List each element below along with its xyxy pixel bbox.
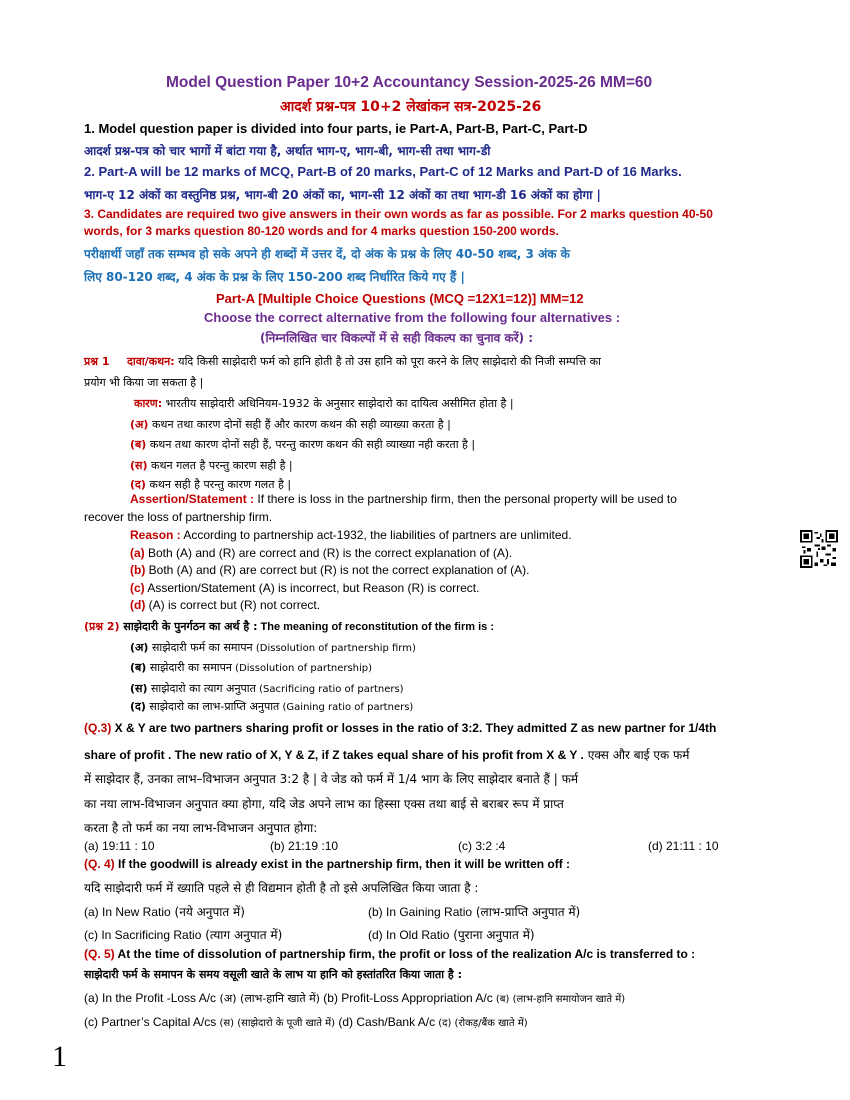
q3-text: X & Y are two partners sharing profit or losses in the ratio of 3:2. They admitted Z as new partner for 1/4th: [111, 721, 717, 735]
qr-code-image: [800, 530, 838, 568]
q3-option-a: (a) 19:11 : 10: [84, 839, 155, 853]
q3-option-b: (b) 21:19 :10: [270, 839, 339, 853]
option-key: (स): [130, 682, 148, 695]
option-key: (द): [130, 700, 146, 713]
instruction-2: 2. Part-A will be 12 marks of MCQ, Part-B of 20 marks, Part-C of 12 Marks and Part-D of 16 Marks.: [84, 164, 682, 179]
instruction-3-line1: 3. Candidates are required two give answers in their own words as far as possible. For 2 marks question 40-50: [84, 207, 713, 221]
q4-option-b: [368, 903, 580, 920]
q5-option-a-hindi: (अ) (लाभ-हानि खाते में): [216, 992, 320, 1005]
q1-option-en-d: [130, 598, 320, 612]
q2-option-c: [130, 681, 404, 696]
q1-option-en-a: [130, 546, 512, 560]
q5-option-a: (a) In the Profit -Loss A/c: [84, 991, 217, 1005]
part-a-heading: Part-A [Multiple Choice Questions (MCQ =12X1=12)] MM=12: [216, 291, 584, 306]
option-key: (ब): [130, 438, 147, 451]
q5-options-row1: [84, 991, 625, 1006]
q5-option-c: (c) Partner’s Capital A/cs: [84, 1015, 217, 1029]
q4-line1: [84, 857, 570, 871]
option-text: Both (A) and (R) are correct and (R) is the correct explanation of (A).: [144, 546, 513, 560]
assertion-tag: Assertion/Statement :: [130, 492, 255, 506]
option-key: (c) In Sacrificing Ratio: [84, 928, 202, 942]
option-key: (a) In New Ratio: [84, 905, 171, 919]
option-key: (ब): [130, 661, 147, 674]
q1-statement-hindi-line1: [84, 354, 601, 369]
option-text: कथन तथा कारण दोनों सही हैं, परन्तु कारण कथन की सही व्याख्या नही करता है |: [146, 438, 476, 451]
option-key: (d): [130, 598, 146, 612]
q1-reason-hindi: [134, 396, 514, 411]
q1-text-hindi: यदि किसी साझेदारी फर्म को हानि होती है तो उस हानि को पूरा करने के लिए साझेदारो की निजी सम्पत्ति का: [174, 355, 601, 368]
q2-stem-english: The meaning of reconstitution of the firm is :: [257, 621, 494, 633]
q4-option-a: [84, 903, 245, 920]
q5-option-d-hindi: (द) (रोकड़/बैंक खाते में): [435, 1018, 528, 1029]
option-text: (A) is correct but (R) not correct.: [145, 598, 321, 612]
q5-options-row2: [84, 1015, 528, 1029]
option-text-hindi: (त्याग अनुपात में): [201, 928, 283, 942]
q4-line2: यदि साझेदारी फर्म में ख्याति पहले से ही विद्यमान होती है तो इसे अपलिखित किया जाता है :: [84, 881, 479, 895]
option-text-hindi: साझेदारी का समापन: [146, 661, 232, 674]
q1-option-hi-a: [130, 417, 451, 432]
q4-option-d: [368, 926, 535, 943]
option-key: (a): [130, 546, 145, 560]
q3-line4: का नया लाभ-विभाजन अनुपात क्या होगा, यदि जेड अपने लाभ का हिस्सा एक्स तथा बाई से बराबर रूप में प्राप्त: [84, 797, 564, 811]
q5-option-c-hindi: (स) (साझेदारो के पूजी खाते में): [216, 1018, 336, 1029]
q1-option-hi-b: [130, 437, 475, 452]
option-text: कथन तथा कारण दोनों सही हैं और कारण कथन की सही व्याख्या करता है |: [148, 418, 451, 431]
q3-option-d: (d) 21:11 : 10: [648, 839, 719, 853]
instruction-3-hindi-line1: परीक्षार्थी जहाँ तक सम्भव हो सके अपने ही शब्दों में उत्तर दें, दो अंक के प्रश्न के लिए 40-50 शब्द, 3 अंक के: [84, 247, 570, 261]
q4-number: (Q. 4): [84, 857, 115, 871]
q3-text-hindi: एक्स और बाई एक फर्म: [583, 748, 690, 762]
q5-text: At the time of dissolution of partnership firm, the profit or loss of the realization A/c is transferred to :: [114, 947, 696, 961]
option-text-hindi: साझेदारो का त्याग अनुपात: [147, 682, 256, 695]
paper-title-hindi: आदर्श प्रश्न-पत्र 10+2 लेखांकन सत्र-2025-26: [280, 99, 542, 115]
q1-tag: दावा/कथन:: [127, 355, 175, 368]
q1-reason-tag: कारण:: [134, 397, 163, 410]
assertion-text: If there is loss in the partnership firm, then the personal property will be used to: [254, 492, 677, 506]
option-key: (द): [130, 478, 146, 491]
option-key: (c): [130, 581, 145, 595]
q5-line1: [84, 947, 695, 961]
q2-option-d: [130, 699, 413, 714]
q5-option-d: (d) Cash/Bank A/c: [335, 1015, 436, 1029]
q2-option-b: [130, 660, 372, 675]
q2-option-a: [130, 640, 416, 655]
q2-stem: [84, 619, 494, 634]
q5-option-b: (b) Profit-Loss Appropriation A/c: [319, 991, 493, 1005]
option-text-hindi: (लाभ-प्राप्ति अनुपात में): [472, 905, 581, 919]
option-text-english: (Dissolution of partnership): [232, 663, 373, 674]
option-text: कथन सही है परन्तु कारण गलत है |: [145, 478, 292, 491]
q5-option-b-hindi: (ब) (लाभ-हानि समायोजन खाते में): [492, 994, 626, 1005]
choose-instruction: Choose the correct alternative from the following four alternatives :: [204, 310, 621, 325]
q5-number: (Q. 5): [84, 947, 115, 961]
paper-title: Model Question Paper 10+2 Accountancy Session-2025-26 MM=60: [166, 74, 653, 91]
q1-reason-text: भारतीय साझेदारी अधिनियम-1932 के अनुसार साझेदारो का दायित्व असीमित होता है |: [162, 397, 514, 410]
q3-option-c: (c) 3:2 :4: [458, 839, 506, 853]
q1-option-en-c: [130, 581, 479, 595]
option-text-english: (Dissolution of partnership firm): [252, 643, 416, 654]
option-text-hindi: (पुराना अनुपात में): [449, 928, 535, 942]
q1-assertion-line1: [130, 492, 677, 506]
q1-statement-hindi-line2: प्रयोग भी किया जा सकता है |: [84, 376, 204, 389]
option-text-hindi: साझेदारी फर्म का समापन: [148, 641, 253, 654]
q1-assertion-line2: recover the loss of partnership firm.: [84, 510, 273, 524]
option-key: (अ): [130, 641, 149, 654]
page-number: 1: [52, 1040, 67, 1073]
reason-tag: Reason :: [130, 528, 181, 542]
q3-line1: [84, 721, 716, 735]
instruction-3-hindi-line2: लिए 80-120 शब्द, 4 अंक के प्रश्न के लिए 150-200 शब्द निर्धारित किये गए हैं |: [84, 270, 465, 284]
q1-option-en-b: [130, 563, 529, 577]
option-text-english: (Sacrificing ratio of partners): [255, 684, 404, 695]
option-text-hindi: (नये अनुपात में): [170, 905, 245, 919]
option-key: (स): [130, 459, 148, 472]
q3-line3: में साझेदार हैं, उनका लाभ–विभाजन अनुपात 3:2 है | वे जेड को फर्म में 1/4 भाग के लिए साझेदार बनाते हैं | फर्म: [84, 772, 579, 786]
option-key: (d) In Old Ratio: [368, 928, 450, 942]
q3-line2: [84, 746, 689, 763]
q3-line5: करता है तो फर्म का नया लाभ-विभाजन अनुपात होगा:: [84, 821, 318, 835]
instruction-3-line2: words, for 3 marks question 80-120 words and for 4 marks question 150-200 words.: [84, 224, 559, 238]
q1-number: प्रश्न 1: [84, 355, 110, 368]
option-text-english: (Gaining ratio of partners): [279, 702, 414, 713]
reason-text: According to partnership act-1932, the liabilities of partners are unlimited.: [180, 528, 572, 542]
q4-text: If the goodwill is already exist in the partnership firm, then it will be written off :: [114, 857, 571, 871]
q1-option-hi-c: [130, 458, 293, 473]
option-key: (अ): [130, 418, 149, 431]
q2-stem-hindi: साझेदारी के पुनर्गठन का अर्थ है :: [119, 620, 258, 633]
q3-number: (Q.3): [84, 721, 112, 735]
option-text: कथन गलत है परन्तु कारण सही है |: [147, 459, 293, 472]
instruction-2-hindi: भाग-ए 12 अंकों का वस्तुनिष्ठ प्रश्न, भाग-बी 20 अंकों का, भाग-सी 12 अंकों का तथा भाग-डी 16 अंकों का होगा |: [84, 188, 601, 202]
option-text-hindi: साझेदारो का लाभ-प्राप्ति अनुपात: [145, 700, 280, 713]
q5-line2: साझेदारी फर्म के समापन के समय वसूली खाते के लाभ या हानि को हस्तांतरित किया जाता है :: [84, 968, 462, 981]
q1-option-hi-d: [130, 477, 291, 492]
q2-number: (प्रश्न 2): [84, 620, 120, 633]
q4-option-c: [84, 926, 282, 943]
q3-text-english: share of profit . The new ratio of X, Y & Z, if Z takes equal share of his profit from X & Y .: [84, 748, 584, 762]
option-text: Both (A) and (R) are correct but (R) is not the correct explanation of (A).: [145, 563, 530, 577]
instruction-1-hindi: आदर्श प्रश्न-पत्र को चार भागों में बांटा गया है, अर्थात भाग-ए, भाग-बी, भाग-सी तथा भाग-डी: [84, 144, 491, 158]
instruction-1: 1. Model question paper is divided into four parts, ie Part-A, Part-B, Part-C, Part-D: [84, 121, 588, 136]
q1-reason-english: [130, 528, 572, 542]
option-key: (b): [130, 563, 146, 577]
option-text: Assertion/Statement (A) is incorrect, but Reason (R) is correct.: [144, 581, 480, 595]
choose-instruction-hindi: (निम्नलिखित चार विकल्पों में से सही विकल्प का चुनाव करें) :: [260, 331, 534, 345]
option-key: (b) In Gaining Ratio: [368, 905, 473, 919]
